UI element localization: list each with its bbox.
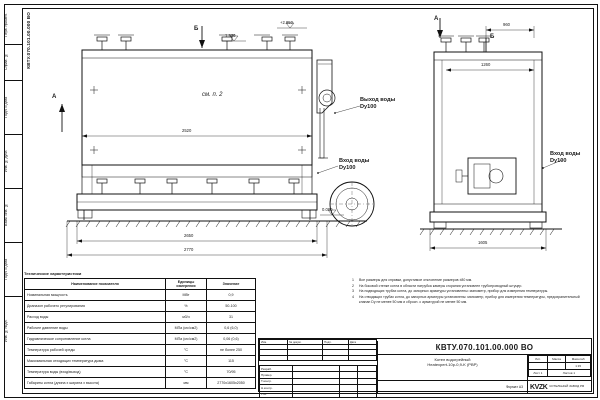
meta-header-mass: Масса: [547, 356, 566, 363]
tech-cell-name: Диапазон рабочего регулирования: [25, 301, 166, 312]
tech-cell-name: Рабочее давление воды: [25, 323, 166, 334]
tech-cell-value: 31: [207, 312, 256, 323]
sign-role: Разраб.: [260, 366, 293, 372]
section-mark-b-right: Б: [490, 34, 495, 40]
sign-role: Н.контр.: [260, 385, 293, 391]
tech-cell-name: Габариты котла (длина х ширина х высота): [25, 378, 166, 389]
tech-cell-unit: МПа (кгс/см2): [166, 334, 207, 345]
note-text: На отводящих трубах котла, до запорных арматуры установлены: манометр, прибор для измерения температуры, предохранительный клапан Dy не менее 50 мм и сбросн. с арматурой не менее 50 мм.: [359, 295, 580, 304]
tech-cell-unit: МПа (кгс/см2): [166, 323, 207, 334]
table-row: [25, 301, 256, 312]
tech-cell-unit: °С: [166, 356, 207, 367]
tech-cell-name: Гидравлическое сопротивление котла: [25, 334, 166, 345]
margin-cell-inv-dubl: Инв. № дубл.: [4, 134, 22, 188]
tech-cell-name: Расход воды: [25, 312, 166, 323]
section-mark-a-left: А: [52, 94, 57, 100]
drawing-area: [22, 8, 592, 276]
tech-header-0: Наименование показателя: [25, 279, 166, 290]
rev-cell: [260, 355, 288, 360]
note-item: [352, 284, 590, 289]
meta-header-scale: Масштаб: [566, 356, 591, 363]
meta-value-mass: [547, 363, 566, 370]
water-inlet-right-label-line2: Dy100: [550, 158, 567, 164]
drawing-title-line1: Котел водогрейный: [434, 357, 471, 362]
elev-mid: 1.930: [225, 33, 236, 38]
note-item: [352, 278, 590, 283]
tech-cell-unit: мм: [166, 378, 207, 389]
dim-side-width: 1605: [478, 240, 488, 245]
see-note-callout: см. п. 2: [202, 92, 223, 98]
table-row: [529, 370, 591, 377]
note-number: 3: [352, 289, 354, 294]
tech-cell-value: 70/95: [207, 367, 256, 378]
table-row: [25, 356, 256, 367]
margin-cell-sprav: Справ. №: [4, 44, 22, 80]
company-name: КОТЕЛЬНЫЙ ЗАВОД РФ: [549, 384, 585, 389]
drawing-meta: [527, 355, 591, 381]
section-mark-b-left: Б: [194, 26, 199, 32]
dim-side-height: 1260: [481, 62, 491, 67]
drawing-code: КВТУ.070.101.00.000 ВО: [377, 341, 591, 355]
table-row: [25, 290, 256, 301]
meta-sheet: Лист 1: [529, 370, 548, 377]
table-row: [260, 355, 377, 360]
tech-characteristics-table: [24, 278, 256, 389]
tech-cell-unit: м3/ч: [166, 312, 207, 323]
rev-cell: [348, 355, 376, 360]
sign-date: [358, 391, 377, 397]
sign-role: Т.контр.: [260, 378, 293, 384]
rev-header-podp: Подп.: [323, 340, 349, 345]
boiler-drawing-svg: [22, 8, 592, 276]
meta-header-lit: Лит.: [529, 356, 548, 363]
revision-table: [259, 339, 377, 365]
tech-cell-name: Температура воды (вход/выход): [25, 367, 166, 378]
rev-header-data: Дата: [348, 340, 376, 345]
tech-cell-unit: %: [166, 301, 207, 312]
tech-cell-unit: °С: [166, 345, 207, 356]
tech-cell-value: 2770х1605х2050: [207, 378, 256, 389]
note-text: На подводящих трубах котла, до запорных арматуры установлены: манометр, прибор для измерения температуры.: [359, 289, 549, 294]
tech-header-2: Значение: [207, 279, 256, 290]
drawing-title: [377, 355, 527, 381]
tech-cell-value: 0,06 (0,6): [207, 334, 256, 345]
table-row: [25, 312, 256, 323]
tech-cell-unit: МВт: [166, 290, 207, 301]
dim-side-top-width: 960: [503, 22, 510, 27]
rev-header-izm: Изм.: [260, 340, 288, 345]
note-text: Все размеры для справки, допустимое отклонение размеров ±80 мм.: [359, 278, 473, 282]
table-row: [25, 378, 256, 389]
elev-top: +2.850: [280, 20, 293, 25]
tech-cell-unit: °С: [166, 367, 207, 378]
elev-zero: 0.000: [322, 207, 333, 212]
note-item: [352, 289, 590, 294]
tech-header-1: Единицы измерения: [166, 279, 207, 290]
table-row: [25, 334, 256, 345]
rev-cell: [323, 355, 349, 360]
top-drawing-code: КВТУ.070.101.00.000 ВО: [26, 12, 31, 69]
note-item: [352, 295, 590, 304]
meta-value-lit: [529, 363, 548, 370]
meta-sheets: Листов 1: [547, 370, 590, 377]
water-inlet-right-label-line1: Вход воды: [550, 151, 581, 157]
rev-cell: [288, 355, 323, 360]
note-number: 4: [352, 295, 354, 300]
tech-cell-value: 115: [207, 356, 256, 367]
table-row: [529, 356, 591, 363]
tech-cell-name: Максимальная отходящих температура дыма: [25, 356, 166, 367]
table-row: [260, 391, 377, 397]
section-mark-a-right: А: [434, 16, 439, 22]
note-text: На боковой стенке котла в области патрубка камеры сгорания установлен трубопроводный штуцер.: [359, 283, 523, 288]
note-number: 2: [352, 283, 354, 288]
tech-cell-value: 0,6 (6,0): [207, 323, 256, 334]
sign-role: Утв.: [260, 391, 293, 397]
sheet-format: Формат А3: [377, 381, 527, 393]
margin-cell-inv-podl: Инв. № подл.: [4, 296, 22, 392]
note-number: 1: [352, 278, 354, 282]
dim-front-body-width: 2520: [182, 128, 192, 133]
sign-podp: [339, 391, 358, 397]
left-margin-column: [4, 8, 22, 392]
table-row: [529, 363, 591, 370]
water-outlet-label-line2: Dy100: [360, 104, 377, 110]
signature-table: [259, 365, 377, 397]
table-row: [25, 345, 256, 356]
organization-block: [527, 381, 591, 393]
sign-name: [292, 391, 339, 397]
sign-role: Провер.: [260, 372, 293, 378]
meta-value-scale: 1:15: [566, 363, 591, 370]
water-inlet-left-label-line1: Вход воды: [339, 158, 370, 164]
table-row: [25, 367, 256, 378]
tech-cell-value: 50-100: [207, 301, 256, 312]
table-header-row: [25, 279, 256, 290]
rev-header-doc: № докум.: [288, 340, 323, 345]
water-inlet-left-label-line2: Dy100: [339, 165, 356, 171]
tech-cell-value: 0,9: [207, 290, 256, 301]
drawing-title-line2: Heatexpert-10p-0,9-K (РВР): [427, 362, 478, 368]
margin-cell-podp-data-2: Подп. и дата: [4, 242, 22, 296]
margin-cell-podp-data-1: Подп. и дата: [4, 80, 22, 134]
dim-front-base-width: 2650: [184, 233, 194, 238]
table-row: [25, 323, 256, 334]
notes-list: [352, 278, 590, 306]
tech-cell-name: Температура рабочей среды: [25, 345, 166, 356]
margin-cell-vzam-inv: Взам. инв. №: [4, 188, 22, 242]
dim-front-total-width: 2770: [184, 247, 194, 252]
tech-cell-value: не более 250: [207, 345, 256, 356]
tech-cell-name: Номинальная мощность: [25, 290, 166, 301]
water-outlet-label-line1: Выход воды: [360, 97, 396, 103]
tech-table-title: Технические характеристики: [24, 271, 82, 276]
company-logo-icon: KVZK: [530, 383, 548, 391]
margin-cell-perv: Перв. примен.: [4, 13, 8, 37]
title-block: [258, 338, 592, 397]
